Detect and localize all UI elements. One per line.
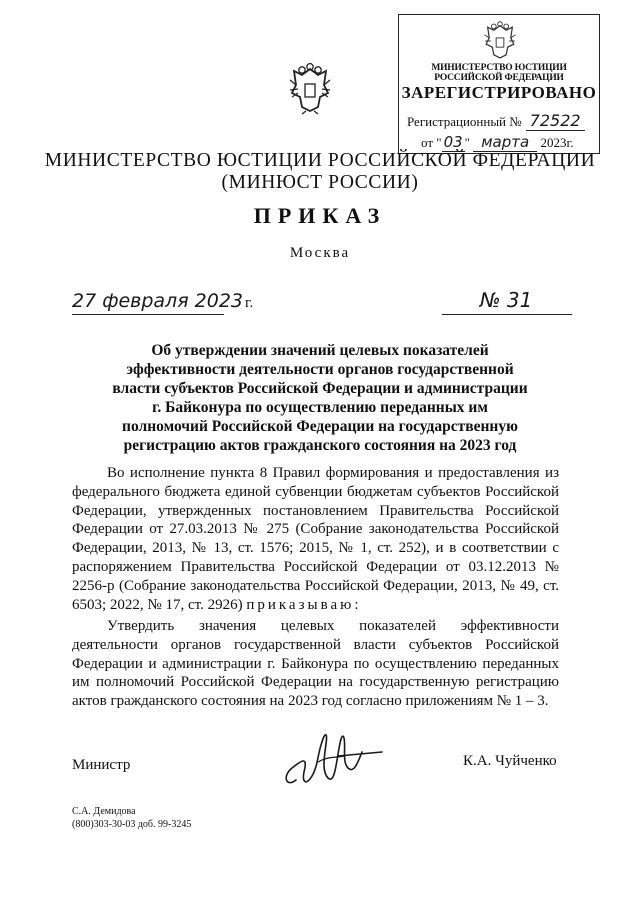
order-number-underline xyxy=(442,314,572,315)
coat-of-arms-icon xyxy=(483,21,517,61)
stamp-ministry: МИНИСТЕРСТВО ЮСТИЦИИ РОССИЙСКОЙ ФЕДЕРАЦИИ xyxy=(431,63,567,83)
order-date xyxy=(72,290,253,313)
ministry-short-name: (МИНЮСТ РОССИИ) xyxy=(221,172,419,193)
signatory-name: К.А. Чуйченко xyxy=(463,753,557,769)
order-date-underline xyxy=(72,314,224,315)
document-type: ПРИКАЗ xyxy=(253,203,387,228)
executor-phone: (800)303-30-03 доб. 99-3245 xyxy=(72,818,192,830)
executor-block xyxy=(72,806,191,831)
stamp-date-day: 03 xyxy=(443,133,463,151)
city: Москва xyxy=(289,245,351,261)
order-date-suffix: г. xyxy=(245,295,254,311)
stamp-date-month: марта xyxy=(473,133,537,152)
stamp-reg-label: Регистрационный № xyxy=(407,114,522,129)
registration-stamp xyxy=(398,14,600,154)
executor-name: С.А. Демидова xyxy=(72,806,136,817)
paragraph-1-text: Во исполнение пункта 8 Правил формирования и предоставления из федерального бюджета единой субвенции бюджетам субъектов Российской Федерации, утвержденных постановлением Правительства Российской Федерации от 27.03.2013 № 275 (Собрание законодательства Российской Федерации, 2013, № 13, ст. 1576; 2015, № 1, ст. 252), и в соответствии с распоряжением Правительства Российской Федерации от 03.12.2013 № 2256-р (Собрание законодательства Российской Федерации, 2013, № 49, ст. 6503; 2022, № 17, ст. 2926) xyxy=(72,465,559,613)
stamp-reg-number: 72522 xyxy=(526,111,585,131)
document-title: Об утверждении значений целевых показателей эффективности деятельности органов государственной власти субъектов Российской Федерации и администрации г. Байконура по осуществлению переданных им полномочий Российской Федерации на государственную регистрацию актов гражданского состояния на 2023 год xyxy=(112,342,528,454)
coat-of-arms-icon xyxy=(288,63,332,115)
order-number: № 31 xyxy=(479,288,533,312)
body-paragraph-2: Утвердить значения целевых показателей эффективности деятельности органов государственной власти субъектов Российской Федерации и администрации г. Байконура по осуществлению переданных им полномочий Российской Федерации на государственную регистрацию актов гражданского состояния на 2023 год согласно приложениям № 1 – 3. xyxy=(72,618,559,710)
signature-icon xyxy=(278,722,388,794)
stamp-registered: ЗАРЕГИСТРИРОВАНО xyxy=(401,83,597,102)
stamp-date-sep: " xyxy=(464,135,470,150)
body-paragraph-1 xyxy=(72,464,559,614)
stamp-date-prefix: от " xyxy=(421,135,442,150)
order-date-handwritten: 27 февраля 2023 xyxy=(72,290,244,312)
signatory-title: Министр xyxy=(72,757,131,773)
stamp-registration-line xyxy=(407,111,585,131)
ministry-name: МИНИСТЕРСТВО ЮСТИЦИИ РОССИЙСКОЙ ФЕДЕРАЦИИ xyxy=(44,150,596,171)
stamp-date-year: 2023г. xyxy=(540,135,574,150)
order-keyword: приказываю: xyxy=(246,596,362,613)
